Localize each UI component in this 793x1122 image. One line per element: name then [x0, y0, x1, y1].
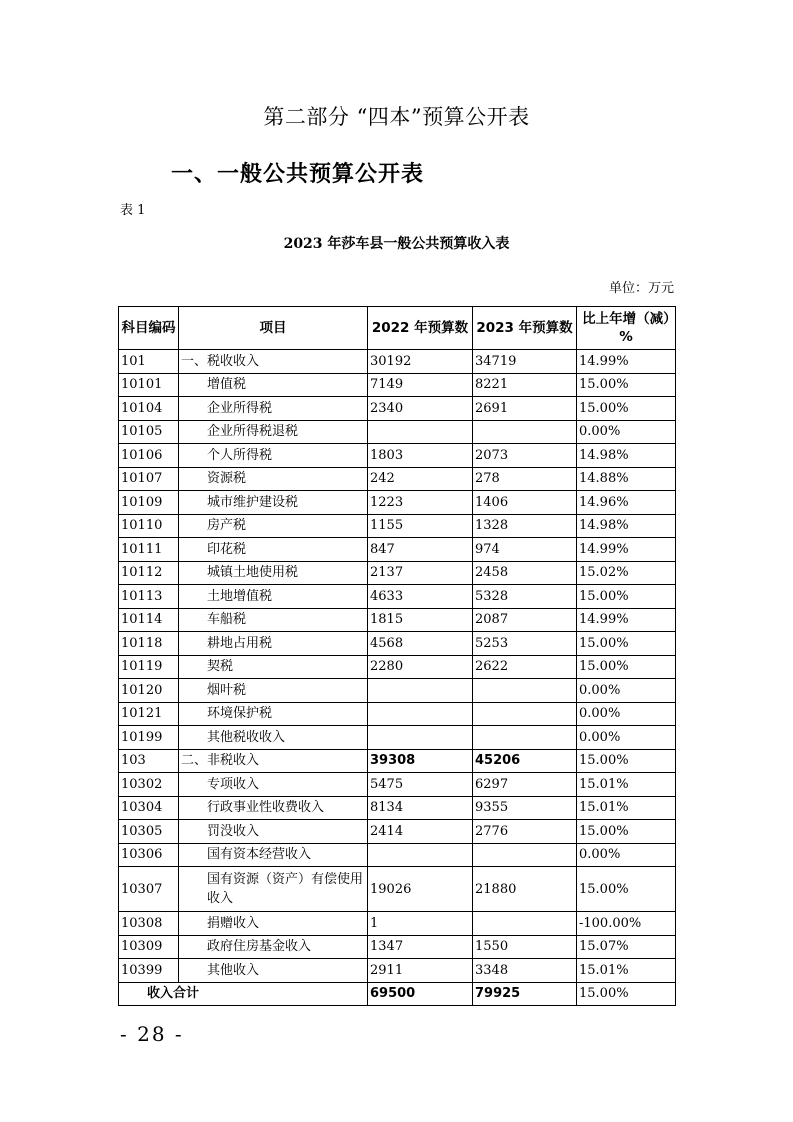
code-cell: 10112 — [119, 561, 179, 585]
budget-2022-cell: 1223 — [368, 491, 473, 515]
budget-2023-cell: 3348 — [473, 959, 577, 983]
budget-2023-cell: 278 — [473, 467, 577, 491]
change-percent-cell: 14.99% — [577, 608, 676, 632]
budget-2022-cell: 7149 — [368, 373, 473, 397]
item-name-cell: 企业所得税 — [179, 397, 368, 421]
budget-2022-cell — [368, 420, 473, 444]
total-2022-cell: 69500 — [368, 982, 473, 1006]
code-cell: 103 — [119, 749, 179, 773]
change-percent-cell: 0.00% — [577, 702, 676, 726]
item-name-cell: 专项收入 — [179, 773, 368, 797]
table-row — [119, 608, 676, 632]
item-name-cell: 印花税 — [179, 538, 368, 562]
code-cell: 10121 — [119, 702, 179, 726]
unit-label: 单位：万元 — [608, 281, 674, 296]
item-name-cell: 契税 — [179, 655, 368, 679]
code-cell: 10106 — [119, 444, 179, 468]
budget-2023-cell: 45206 — [473, 749, 577, 773]
code-cell: 10107 — [119, 467, 179, 491]
budget-2022-cell: 4633 — [368, 585, 473, 609]
item-name-cell: 政府住房基金收入 — [179, 935, 368, 959]
change-percent-cell: 15.00% — [577, 655, 676, 679]
budget-2023-cell: 2691 — [473, 397, 577, 421]
budget-2023-cell: 1550 — [473, 935, 577, 959]
budget-2022-cell: 5475 — [368, 773, 473, 797]
total-row — [119, 982, 676, 1006]
change-percent-cell: 0.00% — [577, 843, 676, 867]
change-percent-cell: 0.00% — [577, 679, 676, 703]
budget-2023-cell: 2087 — [473, 608, 577, 632]
budget-2023-cell: 974 — [473, 538, 577, 562]
code-cell: 10110 — [119, 514, 179, 538]
budget-2023-cell: 5253 — [473, 632, 577, 656]
total-2023-cell: 79925 — [473, 982, 577, 1006]
table-row — [119, 444, 676, 468]
budget-2022-cell: 1 — [368, 912, 473, 936]
code-cell: 10399 — [119, 959, 179, 983]
table-row — [119, 420, 676, 444]
code-cell: 10304 — [119, 796, 179, 820]
header-item: 项目 — [179, 307, 368, 350]
item-name-cell: 罚没收入 — [179, 820, 368, 844]
code-cell: 10104 — [119, 397, 179, 421]
table-row — [119, 491, 676, 515]
table-row — [119, 679, 676, 703]
code-cell: 10109 — [119, 491, 179, 515]
page-number: - 28 - — [120, 1022, 184, 1046]
budget-2022-cell — [368, 702, 473, 726]
table-row — [119, 373, 676, 397]
item-name-cell: 资源税 — [179, 467, 368, 491]
code-cell: 10199 — [119, 726, 179, 750]
code-cell: 10306 — [119, 843, 179, 867]
change-percent-cell: 15.00% — [577, 397, 676, 421]
code-cell: 10101 — [119, 373, 179, 397]
change-percent-cell: 14.99% — [577, 350, 676, 374]
header-2023: 2023 年预算数 — [473, 307, 577, 350]
code-cell: 10305 — [119, 820, 179, 844]
change-percent-cell: 15.01% — [577, 773, 676, 797]
header-2022: 2022 年预算数 — [368, 307, 473, 350]
change-percent-cell: 15.00% — [577, 820, 676, 844]
change-percent-cell: 15.07% — [577, 935, 676, 959]
table-number: 表 1 — [120, 203, 146, 218]
budget-2022-cell: 1155 — [368, 514, 473, 538]
budget-2023-cell: 6297 — [473, 773, 577, 797]
change-percent-cell: 15.00% — [577, 632, 676, 656]
item-name-cell: 烟叶税 — [179, 679, 368, 703]
budget-2023-cell: 2776 — [473, 820, 577, 844]
table-row — [119, 397, 676, 421]
total-label: 收入合计 — [119, 982, 368, 1006]
budget-2022-cell: 1347 — [368, 935, 473, 959]
budget-2022-cell — [368, 843, 473, 867]
item-name-cell: 环境保护税 — [179, 702, 368, 726]
part-title: 第二部分 “四本”预算公开表 — [263, 105, 530, 129]
table-row — [119, 843, 676, 867]
table-row — [119, 726, 676, 750]
total-change-cell: 15.00% — [577, 982, 676, 1006]
budget-2023-cell — [473, 843, 577, 867]
item-name-cell: 二、非税收入 — [179, 749, 368, 773]
code-cell: 10113 — [119, 585, 179, 609]
code-cell: 10120 — [119, 679, 179, 703]
table-row — [119, 585, 676, 609]
table-row — [119, 935, 676, 959]
table-row — [119, 467, 676, 491]
budget-2023-cell: 1406 — [473, 491, 577, 515]
code-cell: 101 — [119, 350, 179, 374]
budget-2022-cell: 242 — [368, 467, 473, 491]
code-cell: 10309 — [119, 935, 179, 959]
table-row — [119, 632, 676, 656]
table-row — [119, 561, 676, 585]
change-percent-cell: 15.01% — [577, 796, 676, 820]
budget-2023-cell — [473, 702, 577, 726]
budget-2023-cell — [473, 912, 577, 936]
table-caption: 2023 年莎车县一般公共预算收入表 — [283, 236, 510, 252]
change-percent-cell: 14.96% — [577, 491, 676, 515]
item-name-cell: 捐赠收入 — [179, 912, 368, 936]
item-name-cell: 行政事业性收费收入 — [179, 796, 368, 820]
table-header-row — [119, 307, 676, 350]
change-percent-cell: 15.00% — [577, 585, 676, 609]
change-percent-cell: 15.02% — [577, 561, 676, 585]
budget-2022-cell — [368, 726, 473, 750]
item-name-cell: 国有资本经营收入 — [179, 843, 368, 867]
item-name-cell: 土地增值税 — [179, 585, 368, 609]
code-cell: 10111 — [119, 538, 179, 562]
change-percent-cell: -100.00% — [577, 912, 676, 936]
change-percent-cell: 15.01% — [577, 959, 676, 983]
budget-2022-cell: 2911 — [368, 959, 473, 983]
change-percent-cell: 14.99% — [577, 538, 676, 562]
budget-2022-cell: 30192 — [368, 350, 473, 374]
code-cell: 10308 — [119, 912, 179, 936]
change-percent-cell: 0.00% — [577, 420, 676, 444]
item-name-cell: 一、税收收入 — [179, 350, 368, 374]
budget-2023-cell: 1328 — [473, 514, 577, 538]
table-row — [119, 912, 676, 936]
budget-2022-cell: 4568 — [368, 632, 473, 656]
budget-2022-cell: 2280 — [368, 655, 473, 679]
table-row — [119, 820, 676, 844]
table-row — [119, 959, 676, 983]
item-name-cell: 房产税 — [179, 514, 368, 538]
budget-2023-cell: 21880 — [473, 867, 577, 912]
change-percent-cell: 0.00% — [577, 726, 676, 750]
code-cell: 10302 — [119, 773, 179, 797]
change-percent-cell: 15.00% — [577, 749, 676, 773]
item-name-cell: 城镇土地使用税 — [179, 561, 368, 585]
section-title: 一、一般公共预算公开表 — [171, 161, 425, 187]
budget-2023-cell: 2458 — [473, 561, 577, 585]
item-name-cell: 增值税 — [179, 373, 368, 397]
budget-2023-cell — [473, 726, 577, 750]
code-cell: 10114 — [119, 608, 179, 632]
table-row — [119, 514, 676, 538]
budget-2022-cell: 19026 — [368, 867, 473, 912]
budget-2022-cell: 2137 — [368, 561, 473, 585]
header-change: 比上年增（减）% — [577, 307, 676, 350]
item-name-cell: 城市维护建设税 — [179, 491, 368, 515]
item-name-cell: 耕地占用税 — [179, 632, 368, 656]
change-percent-cell: 14.98% — [577, 444, 676, 468]
table-row — [119, 702, 676, 726]
budget-2022-cell — [368, 679, 473, 703]
code-cell: 10118 — [119, 632, 179, 656]
budget-2023-cell: 8221 — [473, 373, 577, 397]
table-row — [119, 867, 676, 912]
item-name-cell: 其他收入 — [179, 959, 368, 983]
change-percent-cell: 15.00% — [577, 867, 676, 912]
budget-2022-cell: 1803 — [368, 444, 473, 468]
table-row — [119, 796, 676, 820]
change-percent-cell: 14.88% — [577, 467, 676, 491]
budget-2023-cell: 5328 — [473, 585, 577, 609]
item-name-cell: 其他税收收入 — [179, 726, 368, 750]
budget-2022-cell: 847 — [368, 538, 473, 562]
code-cell: 10307 — [119, 867, 179, 912]
table-row — [119, 749, 676, 773]
item-name-cell: 企业所得税退税 — [179, 420, 368, 444]
budget-2023-cell: 2622 — [473, 655, 577, 679]
item-name-cell: 个人所得税 — [179, 444, 368, 468]
table-row — [119, 538, 676, 562]
change-percent-cell: 15.00% — [577, 373, 676, 397]
item-name-cell: 国有资源（资产）有偿使用收入 — [179, 867, 368, 912]
code-cell: 10119 — [119, 655, 179, 679]
budget-2023-cell — [473, 679, 577, 703]
table-row — [119, 350, 676, 374]
budget-2023-cell — [473, 420, 577, 444]
budget-2022-cell: 2414 — [368, 820, 473, 844]
item-name-cell: 车船税 — [179, 608, 368, 632]
budget-2022-cell: 2340 — [368, 397, 473, 421]
budget-2023-cell: 2073 — [473, 444, 577, 468]
header-code: 科目编码 — [119, 307, 179, 350]
table-row — [119, 773, 676, 797]
budget-2023-cell: 9355 — [473, 796, 577, 820]
budget-2022-cell: 1815 — [368, 608, 473, 632]
change-percent-cell: 14.98% — [577, 514, 676, 538]
budget-2022-cell: 8134 — [368, 796, 473, 820]
table-row — [119, 655, 676, 679]
budget-revenue-table — [118, 306, 676, 1006]
code-cell: 10105 — [119, 420, 179, 444]
budget-2022-cell: 39308 — [368, 749, 473, 773]
budget-2023-cell: 34719 — [473, 350, 577, 374]
